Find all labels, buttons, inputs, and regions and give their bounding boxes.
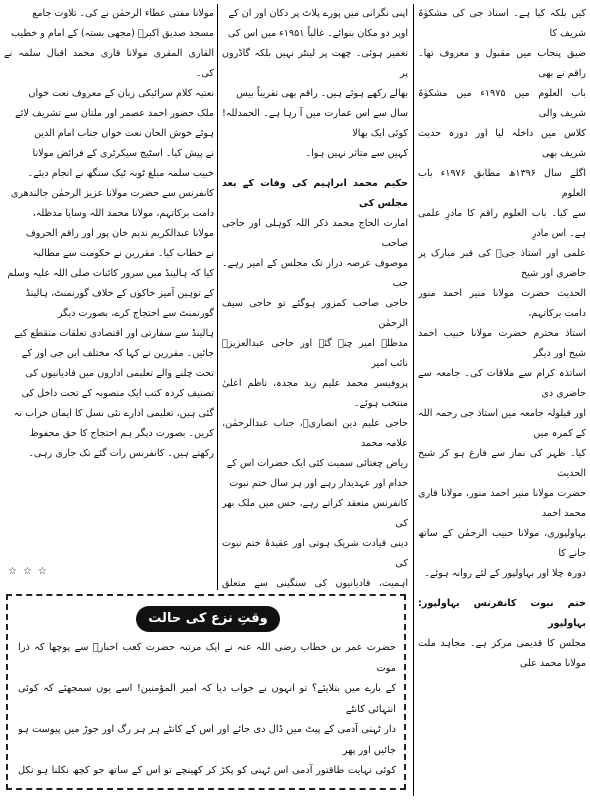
- text-line: مجلس کا قدیمی مرکز ہے۔ مجاہد ملت مولانا محمد علی: [418, 638, 586, 669]
- text-line: اہمیت، قادیانیوں کی سنگینی سے متعلق: [222, 578, 408, 589]
- text-line: ختم نبوت کانفرنس بہاولپور: بہاولپور: [418, 598, 586, 629]
- text-line: سے کیا۔ باب العلوم راقم کا مادرِ علمی ہے۔ اس مادرِ: [418, 208, 586, 239]
- text-line: تعمیر ہوئی۔ چھت پر لینٹر نہیں بلکہ گاڈروں پر: [222, 48, 408, 79]
- text-line: حکیم محمد ابراہیم کی وفات کے بعد مجلس کی: [222, 178, 408, 209]
- paragraph-gap: [222, 164, 408, 174]
- text-line: ریاض چغتائی سمیت کئی ایک حضرات اس کے: [226, 458, 408, 469]
- box-line: دار ٹہنی آدمی کے پیٹ میں ڈال دی جائے اور اس کے کانٹے ہر ہر رگ اور جوڑ میں پیوست ہو جائیں اور پھر: [18, 724, 396, 756]
- paragraph-gap: [418, 584, 586, 594]
- text-line: حاجی صاحب کمزور ہوگئے تو حاجی سیف الرحمٰن: [222, 298, 408, 329]
- box-text: [18, 638, 396, 784]
- text-line: کیا کہ ہالینڈ میں سرور کائنات صلی اللہ علیہ وسلم: [7, 268, 214, 279]
- text-line: اساتذہ کرام سے ملاقات کی۔ جامعہ سے حاضری دی: [418, 368, 586, 399]
- text-line: امارت الحاج محمد ذکر اللہ کوہلی اور حاجی صاحب: [222, 218, 408, 249]
- text-line: رکھتے ہیں۔ کانفرنس رات گئے تک جاری رہی۔: [28, 448, 214, 459]
- box-line: حضرت عمر بن خطاب رضی اللہ عنہ نے ایک مرتبہ حضرت کعب احبارؒ سے پوچھا کہ ذرا موت: [18, 642, 396, 674]
- quote-box: [6, 594, 406, 790]
- text-line: مولانا مفتی عطاء الرحمٰن نے کی۔ تلاوت جامع: [32, 8, 214, 19]
- text-line: گئی ہیں، تعلیمی ادارے نئی نسل کا ایمان خراب نہ: [13, 408, 214, 419]
- text-line: اوپر دو مکان بنوائے۔ غالباً ۱۹۵۱ء میں اس کی: [227, 28, 408, 39]
- text-line: استاذ محترم حضرت مولانا حبیب احمد شیخ اور دیگر: [418, 328, 586, 359]
- text-line: نے خطاب کیا۔ مقررین نے حکومت سے مطالبہ: [32, 248, 214, 259]
- text-line: سال سے اس عمارت میں آ رہا ہے۔ الحمدللہ! کوئی ایک بھالا: [222, 108, 408, 139]
- text-line: گورنمنٹ سے احتجاج کرے، بصورت دیگر: [57, 308, 214, 319]
- column-left: [4, 4, 214, 576]
- text-line: کیں بلکہ کیا ہے۔ استاذ جی کی مشکوٰۃ شریف کا: [418, 8, 586, 39]
- text-line: خدام اور عہدیدار رہے اور ہر سال ختم نبوت: [229, 478, 408, 489]
- section-separator-stars: ☆☆☆: [8, 566, 53, 577]
- text-line: پروفیسر محمد علیم زید مجدہ، ناظم اعلیٰ منتخب ہوئے۔: [222, 378, 408, 409]
- text-line: ہوئے خوش الحان نعت خواں جناب امام الدین: [34, 128, 214, 139]
- text-line: تحت چلنے والے تعلیمی اداروں میں قادیانیوں کی: [25, 368, 214, 379]
- text-line: اگلے سال ۱۳۹۶ھ مطابق ۱۹۷۶ء باب العلوم: [418, 168, 586, 199]
- text-line: حضرت مولانا منیر احمد منور، مولانا قاری محمد احمد: [418, 488, 586, 519]
- text-line: ملک حضور احمد عصمر اور ملتان سے تشریف لائے: [15, 108, 214, 119]
- box-line: کوئی نہایت طاقتور آدمی اس ٹہنی کو پکڑ کر کھینچے تو اس کے ساتھ جو کچھ نکلنا ہو نکل: [18, 765, 396, 776]
- text-line: مسجد صدیق اکبرؓ (مجھی بستہ) کے امام و خطیب: [11, 28, 214, 39]
- text-line: نعتیہ کلام سرائیکی زبان کے معروف نعت خواں: [28, 88, 214, 99]
- text-line: کے توہین آمیز خاکوں کے خلاف گورنمنٹ، ہالینڈ: [25, 288, 214, 299]
- text-line: بہاولپوری، مولانا حبیب الرحمٰن کے ساتھ جانے کا: [418, 528, 586, 559]
- text-line: دورہ چلا اور بہاولپور کے لئے روانہ ہوئے۔: [424, 568, 586, 579]
- column-divider: [413, 4, 414, 796]
- text-line: مولانا عبدالکریم ندیم خان پور اور راقم الحروف: [25, 228, 214, 239]
- text-line: نے پیش کیا۔ اسٹیج سیکرٹری کے فرائض مولانا: [32, 148, 214, 159]
- text-line: حاجی علیم دین انصاریؒ، جناب عبدالرحمٰن، علامہ محمد: [222, 418, 408, 449]
- column-right: [418, 4, 586, 676]
- text-line: ہالینڈ سے سفارتی اور اقتصادی تعلقات منقطع کیے: [14, 328, 214, 339]
- text-line: کلاس میں داخلہ لیا اور دورہ حدیث شریف بھی: [418, 128, 586, 159]
- text-line: دینی قیادت شریک ہوتی اور عقیدۂ ختم نبوت کی: [222, 538, 408, 569]
- text-line: کیا۔ ظہر کی نماز سے فارغ ہو کر شیخ الحدیث: [418, 448, 586, 479]
- text-line: بھالے رکھے ہوئے ہیں۔ راقم بھی تقریباً بیس: [236, 88, 408, 99]
- text-line: اور قیلولہ جامعہ میں استاذ جی رحمہ اللہ کے کمرہ میں: [418, 408, 586, 439]
- text-line: کریں۔ بصورت دیگر ہم احتجاج کا حق محفوظ: [29, 428, 214, 439]
- text-line: باب العلوم میں ۱۹۷۵ء میں مشکوٰۃ شریف والی: [418, 88, 586, 119]
- text-line: کانفرنس منعقد کراتے رہے، جس میں ملک بھر کی: [222, 498, 408, 529]
- text-line: خبیب سلمہ مبلغ ٹوبہ ٹیک سنگھ نے انجام دیئے۔: [27, 168, 214, 179]
- text-line: [418, 674, 586, 676]
- text-line: القاری المقری مولانا قاری محمد اقبال سلمہ نے کی۔: [4, 48, 214, 79]
- text-line: علمی اور استاذ جیؒ کی قبر مبارک پر حاضری اور شیخ: [418, 248, 586, 279]
- text-line: کانفرنس سے حضرت مولانا عزیز الرحمٰن جالندھری: [10, 188, 214, 199]
- column-middle: [222, 4, 408, 592]
- text-line: مدظلہ امیر چنے گئے اور حاجی عبدالعزیزؒ نائب امیر: [222, 338, 408, 369]
- column-divider: [217, 4, 218, 590]
- text-line: ضیق پنجاب میں مقبول و معروف تھا۔ راقم نے بھی: [418, 48, 586, 79]
- text-line: جائیں۔ مقررین نے کہا کہ مختلف این جی اوز کے: [21, 348, 214, 359]
- box-line: کے بارے میں بتلایئے؟ تو انہوں نے جواب دیا کہ امیر المؤمنین! اسے یوں سمجھئے کہ کوئی انتہائی کانٹے: [18, 683, 396, 715]
- text-line: اپنی نگرانی میں پورے پلاٹ پر دکان اور ان کے: [228, 8, 408, 19]
- text-line: موصوف عرصہ دراز تک مجلس کے امیر رہے۔ جب: [222, 258, 408, 289]
- text-line: دامت برکاتہم، مولانا محمد اللہ وسایا مدظلہ،: [32, 208, 214, 219]
- box-heading: وقتِ نزع کی حالت: [136, 606, 280, 632]
- text-line: تصنیف کردہ کتب ایک منصوبہ کے تحت داخل کی: [21, 388, 214, 399]
- text-line: کہیں سے متاثر نہیں ہوا۔: [305, 148, 408, 159]
- text-line: الحدیث حضرت مولانا منیر احمد منور دامت برکاتہم،: [418, 288, 586, 319]
